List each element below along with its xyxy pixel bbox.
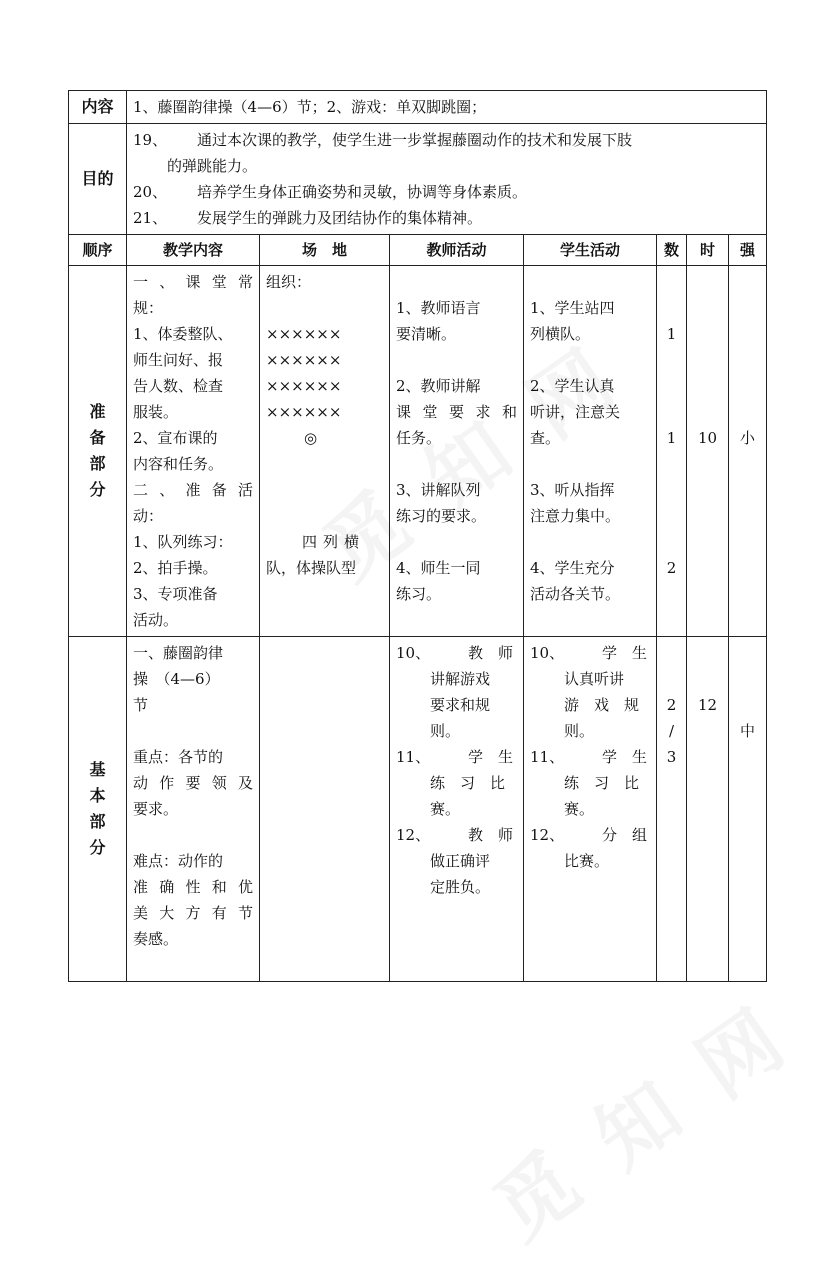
teacher-position-symbol: ◎ bbox=[304, 429, 318, 447]
goal-item: 19、 通过本次课的教学，使学生进一步掌握藤圈动作的技术和发展下肢 bbox=[133, 131, 633, 149]
col-header-content: 教学内容 bbox=[127, 235, 260, 266]
prep-student-activity: 1、学生站四 列横队。 2、学生认真 听讲，注意关 查。 3、听从指挥 注意力集中。 4、学生充分 活动各关节。 bbox=[524, 266, 657, 637]
lesson-plan-sheet bbox=[68, 90, 766, 982]
prep-section-name: 准 备 部 分 bbox=[69, 266, 127, 637]
basic-teacher-activity: 10、 教 师 讲解游戏 要求和规 则。 11、 学 生 练 习 比 赛。 12、 教 师 做正确评 定胜负。 bbox=[390, 637, 524, 982]
teacher-step: 12、 教 师 bbox=[396, 826, 514, 844]
content-row bbox=[69, 91, 767, 124]
col-header-venue: 场 地 bbox=[260, 235, 390, 266]
col-header-teacher: 教师活动 bbox=[390, 235, 524, 266]
basic-section-row bbox=[69, 637, 767, 982]
prep-count: 1 1 2 bbox=[657, 266, 687, 637]
prep-content: 一、课堂常 规： 1、体委整队、 师生问好、报 告人数、检查 服装。 2、宣布课的 内容和任务。 二、准备活 动： 1、队列练习： 2、拍手操。 3、专项准备 活动。 bbox=[127, 266, 260, 637]
col-header-student: 学生活动 bbox=[524, 235, 657, 266]
lesson-plan-table bbox=[68, 90, 767, 982]
prep-time: 10 bbox=[687, 266, 729, 637]
goal-row bbox=[69, 124, 767, 235]
prep-section-row bbox=[69, 266, 767, 637]
goal-label: 目的 bbox=[69, 124, 127, 235]
column-header-row bbox=[69, 235, 767, 266]
col-header-time: 时 bbox=[687, 235, 729, 266]
col-header-count: 数 bbox=[657, 235, 687, 266]
formation-row: ×××××× bbox=[266, 351, 342, 369]
col-header-intensity: 强 bbox=[729, 235, 767, 266]
goal-item: 21、 发展学生的弹跳力及团结协作的集体精神。 bbox=[133, 209, 483, 227]
prep-venue: 组织： ×××××× ×××××× ×××××× ×××××× ◎ 四列横 队，体操队型 bbox=[260, 266, 390, 637]
teacher-step: 10、 教 师 bbox=[396, 644, 514, 662]
basic-content: 一、藤圈韵律 操 （4—6） 节 重点：各节的 动作要领及 要求。 难点：动作的 准确性和优 美大方有节 奏感。 bbox=[127, 637, 260, 982]
basic-section-name: 基 本 部 分 bbox=[69, 637, 127, 982]
content-text: 1、藤圈韵律操（4—6）节；2、游戏：单双脚跳圈； bbox=[127, 91, 767, 124]
watermark bbox=[467, 974, 808, 1261]
formation-row: ×××××× bbox=[266, 325, 342, 343]
prep-teacher-activity: 1、教师语言 要清晰。 2、教师讲解 课堂要求和 任务。 3、讲解队列 练习的要求。 4、师生一同 练习。 bbox=[390, 266, 524, 637]
prep-intensity: 小 bbox=[729, 266, 767, 637]
goal-list bbox=[127, 124, 767, 235]
formation-row: ×××××× bbox=[266, 377, 342, 395]
student-step: 10、 学 生 bbox=[530, 644, 648, 662]
student-step: 12、 分 组 bbox=[530, 826, 648, 844]
basic-venue bbox=[260, 637, 390, 982]
col-header-order: 顺序 bbox=[69, 235, 127, 266]
content-label: 内容 bbox=[69, 91, 127, 124]
goal-item: 20、 培养学生身体正确姿势和灵敏，协调等身体素质。 bbox=[133, 183, 528, 201]
basic-count: 2 / 3 bbox=[657, 637, 687, 982]
formation-row: ×××××× bbox=[266, 403, 342, 421]
basic-student-activity: 10、 学 生 认真听讲 游 戏 规 则。 11、 学 生 练 习 比 赛。 12、 分 组 比赛。 bbox=[524, 637, 657, 982]
goal-item-cont: 的弹跳能力。 bbox=[167, 157, 258, 175]
basic-time: 12 bbox=[687, 637, 729, 982]
teacher-step: 11、 学 生 bbox=[396, 748, 514, 766]
basic-intensity: 中 bbox=[729, 637, 767, 982]
student-step: 11、 学 生 bbox=[530, 748, 648, 766]
